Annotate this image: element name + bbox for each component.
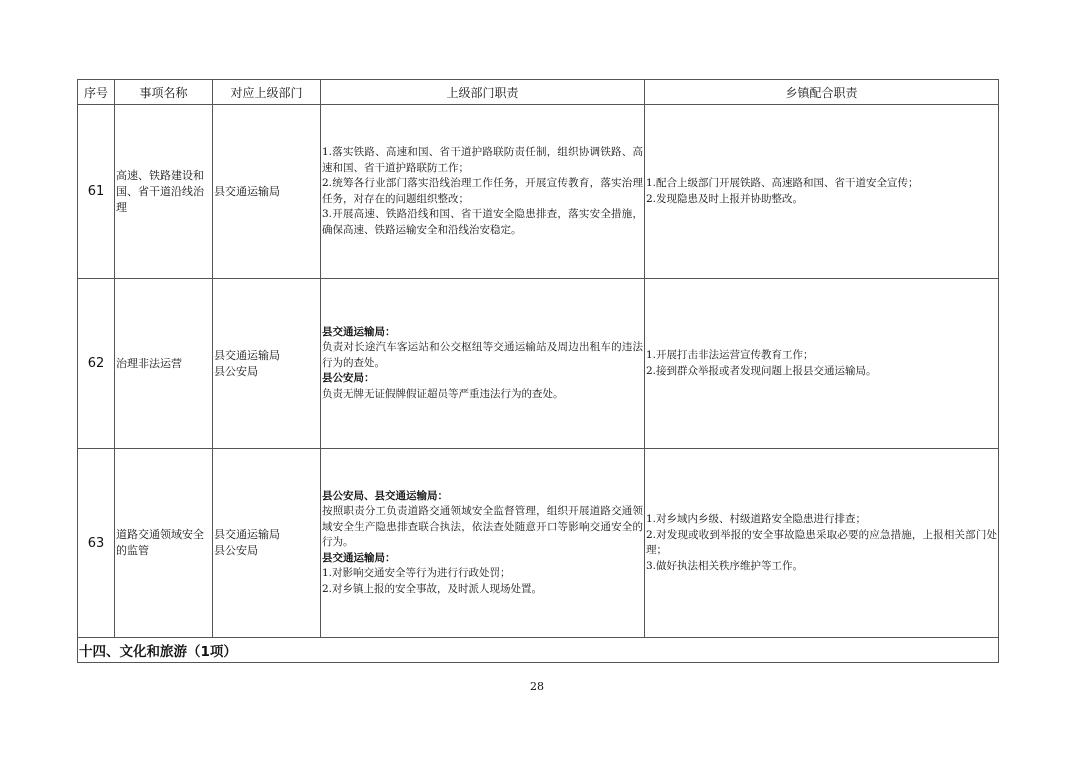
superior-dept <box>213 105 321 279</box>
table-row <box>78 449 999 638</box>
table-header-row <box>78 80 999 105</box>
town-duty <box>645 449 999 638</box>
item-name: 高速、铁路建设和国、省干道沿线治理 <box>115 105 213 279</box>
duty-heading: 县交通运输局： <box>322 325 396 338</box>
section-row <box>78 638 999 663</box>
town-duty-line: 1.配合上级部门开展铁路、高速路和国、省干道安全宣传； <box>646 177 919 189</box>
dept-line: 县交通运输局 <box>214 528 280 541</box>
table-row <box>78 105 999 279</box>
duty-line: 按照职责分工负责道路交通领域安全监督管理，组织开展道路交通领域安全生产隐患排查联合执法，依法查处随意开口等影响交通安全的行为。 <box>322 505 643 549</box>
town-duty-line: 3.做好执法相关秩序维护等工作。 <box>646 559 804 572</box>
town-duty-line: 1.开展打击非法运营宣传教育工作； <box>646 349 814 361</box>
item-name: 治理非法运营 <box>115 279 213 449</box>
superior-dept <box>213 449 321 638</box>
town-duty-line: 1.对乡域内乡级、村级道路安全隐患进行排查； <box>646 513 867 525</box>
header-superior-duty: 上级部门职责 <box>321 80 645 105</box>
town-duty-line: 2.发现隐患及时上报并协助整改。 <box>646 192 804 205</box>
header-superior-dept: 对应上级部门 <box>213 80 321 105</box>
header-number: 序号 <box>78 80 115 105</box>
section-heading: 十四、文化和旅游（1项） <box>78 638 999 663</box>
duty-heading: 县公安局： <box>322 372 375 385</box>
row-number: 61 <box>78 105 115 279</box>
duty-line: 1.对影响交通安全等行为进行行政处罚； <box>322 567 511 580</box>
responsibility-table <box>77 79 999 663</box>
duty-heading: 县交通运输局： <box>322 551 396 564</box>
dept-line: 县公安局 <box>214 544 258 557</box>
town-duty <box>645 279 999 449</box>
table-row <box>78 279 999 449</box>
town-duty-line: 2.接到群众举报或者发现问题上报县交通运输局。 <box>646 364 877 377</box>
duty-line: 2.统筹各行业部门落实沿线治理工作任务，开展宣传教育，落实治理任务，对存在的问题组织整改； <box>322 177 643 205</box>
superior-dept <box>213 279 321 449</box>
dept-line: 县交通运输局 <box>214 348 280 362</box>
town-duty-line: 2.对发现或收到举报的安全事故隐患采取必要的应急措施，上报相关部门处理； <box>646 528 997 556</box>
duty-heading: 县公安局、县交通运输局： <box>322 489 448 502</box>
duty-line: 负责对长途汽车客运站和公交枢纽等交通运输站及周边出租车的违法行为的查处。 <box>322 341 643 369</box>
header-town-duty: 乡镇配合职责 <box>645 80 999 105</box>
duty-line: 负责无牌无证假牌假证超员等严重违法行为的查处。 <box>322 387 564 400</box>
dept-line: 县交通运输局 <box>214 184 280 198</box>
duty-line: 2.对乡镇上报的安全事故，及时派人现场处置。 <box>322 582 543 595</box>
town-duty <box>645 105 999 279</box>
page-number: 28 <box>530 680 544 693</box>
duty-line: 1.落实铁路、高速和国、省干道护路联防责任制，组织协调铁路、高速和国、省干道护路联防工作； <box>322 146 643 174</box>
dept-line: 县公安局 <box>214 364 258 378</box>
duty-line: 3.开展高速、铁路沿线和国、省干道安全隐患排查，落实安全措施，确保高速、铁路运输安全和沿线治安稳定。 <box>322 208 643 236</box>
superior-duty <box>321 279 645 449</box>
header-item-name: 事项名称 <box>115 80 213 105</box>
row-number: 62 <box>78 279 115 449</box>
superior-duty <box>321 105 645 279</box>
item-name: 道路交通领域安全的监管 <box>115 449 213 638</box>
row-number: 63 <box>78 449 115 638</box>
superior-duty <box>321 449 645 638</box>
